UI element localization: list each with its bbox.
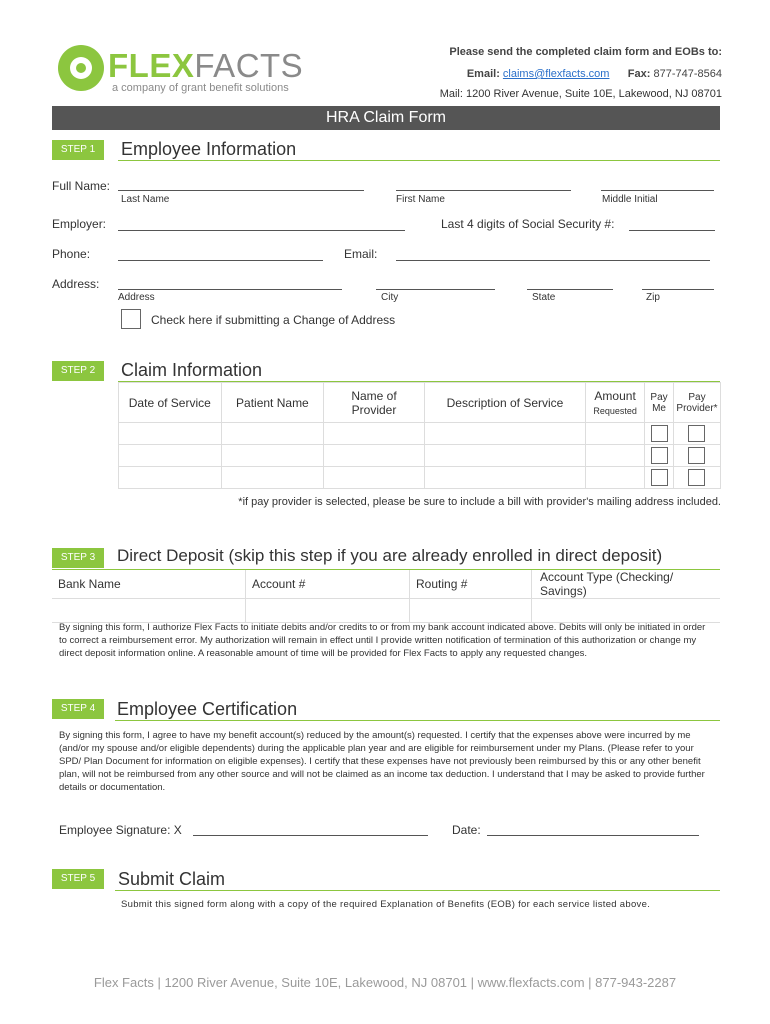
brand-name [108, 48, 303, 84]
cell-pay-provider[interactable] [673, 467, 720, 489]
zip-field[interactable] [642, 289, 714, 290]
footer-text: Flex Facts | 1200 River Avenue, Suite 10E, Lakewood, NJ 08701 | www.flexfacts.com | 877-943-2287 [93, 975, 677, 990]
first-name-label: First Name [396, 194, 445, 205]
signature-label: Employee Signature: X [59, 823, 182, 837]
brand-facts: FACTS [194, 47, 304, 84]
change-address-checkbox[interactable] [121, 309, 141, 329]
date-field[interactable] [487, 835, 699, 836]
phone-field[interactable] [118, 260, 323, 261]
send-to-text: Please send the completed claim form and EOBs to: [449, 46, 722, 58]
change-address-label: Check here if submitting a Change of Address [151, 313, 396, 327]
submit-instructions: Submit this signed form along with a copy of the required Explanation of Benefits (EOB) for each service listed above. [121, 899, 651, 910]
cell-pay-me[interactable] [645, 423, 674, 445]
email-label: Email: [466, 68, 500, 80]
step-5-badge: STEP 5 [52, 869, 104, 889]
pay-provider-checkbox[interactable] [688, 425, 705, 442]
col-provider-label-b: Provider [351, 402, 397, 417]
cell-pay-provider[interactable] [673, 423, 720, 445]
step-1-title: Employee Information [121, 139, 297, 159]
step-5-divider [115, 890, 720, 891]
claims-table [118, 382, 721, 489]
col-pay-me [645, 383, 674, 423]
cell-date[interactable] [119, 467, 222, 489]
account-cell[interactable] [246, 599, 410, 623]
cell-patient[interactable] [221, 467, 324, 489]
step-5-title: Submit Claim [118, 869, 226, 889]
pay-me-checkbox[interactable] [651, 425, 668, 442]
cell-amount[interactable] [586, 445, 645, 467]
step-1-badge: STEP 1 [52, 140, 104, 160]
col-provider-label-a: Name of [351, 388, 397, 403]
cell-provider[interactable] [324, 445, 425, 467]
claims-row[interactable] [119, 423, 721, 445]
cell-provider[interactable] [324, 467, 425, 489]
brand-tagline: a company of grant benefit solutions [112, 82, 289, 94]
middle-initial-field[interactable] [601, 190, 714, 191]
pay-provider-checkbox[interactable] [688, 469, 705, 486]
cell-amount[interactable] [586, 423, 645, 445]
date-label: Date: [452, 823, 481, 837]
middle-initial-label: Middle Initial [602, 194, 658, 205]
state-label: State [532, 292, 556, 303]
pay-provider-checkbox[interactable] [688, 447, 705, 464]
col-bank [52, 570, 246, 599]
cell-amount[interactable] [586, 467, 645, 489]
col-amount [586, 383, 645, 423]
cell-description[interactable] [424, 467, 585, 489]
step-2-title: Claim Information [121, 360, 263, 380]
col-pay-provider [673, 383, 720, 423]
step-4-badge: STEP 4 [52, 699, 104, 719]
col-pay-me-a: Pay [650, 391, 668, 403]
address-field[interactable] [118, 289, 342, 290]
step-4-divider [115, 720, 720, 721]
col-date-label: Date of Service [128, 395, 211, 410]
employer-field[interactable] [118, 230, 405, 231]
col-account-type [532, 570, 721, 599]
col-pay-me-b: Me [652, 402, 666, 414]
col-account [246, 570, 410, 599]
mail-address: Mail: 1200 River Avenue, Suite 10E, Lakewood, NJ 08701 [439, 88, 722, 100]
logo-icon-dot [76, 63, 86, 73]
ssn-field[interactable] [629, 230, 715, 231]
col-pay-provider-a: Pay [688, 391, 706, 403]
pay-me-checkbox[interactable] [651, 469, 668, 486]
fax-label: Fax: [627, 68, 651, 80]
claims-header-row [119, 383, 721, 423]
claims-row[interactable] [119, 445, 721, 467]
email-link[interactable]: claims@flexfacts.com [502, 68, 610, 80]
col-amount-label: Amount [594, 388, 636, 403]
ssn-label: Last 4 digits of Social Security #: [441, 217, 615, 231]
brand-flex: FLEX [108, 47, 195, 84]
col-patient [221, 383, 324, 423]
deposit-authorization: By signing this form, I authorize Flex Facts to initiate debits and/or credits to or from my bank account indicated above. Debits will only be initiated in order to correct a reimbursement error. My authorization will remain in effect until I provide written notification of termination of this authorization or change my direct deposit information online. A reasonable amount of time will be provided for Flex Facts to apply any requested changes. [59, 622, 706, 659]
cell-date[interactable] [119, 445, 222, 467]
step-1-divider [118, 160, 720, 161]
last-name-label: Last Name [121, 194, 170, 205]
email-field-label: Email: [344, 247, 378, 261]
step-2-badge: STEP 2 [52, 361, 104, 381]
email-field[interactable] [396, 260, 710, 261]
cell-patient[interactable] [221, 423, 324, 445]
full-name-label: Full Name: [52, 179, 111, 193]
step-3-badge: STEP 3 [52, 548, 104, 568]
col-date [119, 383, 222, 423]
phone-label: Phone: [52, 247, 91, 261]
pay-me-checkbox[interactable] [651, 447, 668, 464]
cell-patient[interactable] [221, 445, 324, 467]
col-amount-sub: Requested [593, 405, 637, 416]
first-name-field[interactable] [396, 190, 571, 191]
col-bank-label: Bank Name [58, 577, 121, 591]
employer-label: Employer: [52, 217, 107, 231]
cell-date[interactable] [119, 423, 222, 445]
step-3-title: Direct Deposit (skip this step if you are already enrolled in direct deposit) [117, 546, 663, 565]
city-label: City [381, 292, 399, 303]
col-provider [324, 383, 425, 423]
certification-text: By signing this form, I agree to have my benefit account(s) reduced by the amount(s) requested. I certify that the expenses above were incurred by me (and/or my spouse and/or eligible dependents) during the applicable plan year and are eligible for reimbursement under my Plans. (Please refer to your SPD/ Plan Document for information on eligible expenses). I certify that these expenses have not previously been reimbursed by this or any other benefit plan, will not be reimbursed from any other source and will not be claimed as an income tax deduction. I understand that I may be asked to provide further details or documentation. [59, 730, 705, 793]
claims-row[interactable] [119, 467, 721, 489]
col-description-label: Description of Service [446, 395, 564, 410]
bank-row[interactable] [52, 599, 720, 623]
col-patient-label: Patient Name [236, 395, 309, 410]
col-pay-provider-b: Provider* [676, 402, 718, 414]
col-routing [410, 570, 532, 599]
step-4-title: Employee Certification [117, 699, 298, 719]
address-sub-label: Address [118, 292, 155, 303]
contact-line [467, 68, 722, 80]
zip-label: Zip [646, 292, 660, 303]
cell-provider[interactable] [324, 423, 425, 445]
cell-pay-me[interactable] [645, 467, 674, 489]
cell-pay-me[interactable] [645, 445, 674, 467]
cell-pay-provider[interactable] [673, 445, 720, 467]
col-description [424, 383, 585, 423]
signature-field[interactable] [193, 835, 428, 836]
col-routing-label: Routing # [416, 577, 468, 591]
form-title: HRA Claim Form [52, 106, 720, 130]
pay-provider-note: *if pay provider is selected, please be sure to include a bill with provider's mailing address included. [238, 496, 721, 508]
cell-description[interactable] [424, 423, 585, 445]
city-field[interactable] [376, 289, 495, 290]
col-account-type-label: Account Type (Checking/ Savings) [540, 570, 674, 598]
address-label: Address: [52, 277, 100, 291]
bank-header-row [52, 570, 720, 599]
bank-name-cell[interactable] [52, 599, 246, 623]
last-name-field[interactable] [118, 190, 364, 191]
state-field[interactable] [527, 289, 613, 290]
col-account-label: Account # [252, 577, 306, 591]
fax-number: 877-747-8564 [653, 68, 722, 80]
cell-description[interactable] [424, 445, 585, 467]
routing-cell[interactable] [410, 599, 532, 623]
bank-table [52, 570, 720, 623]
account-type-cell[interactable] [532, 599, 721, 623]
